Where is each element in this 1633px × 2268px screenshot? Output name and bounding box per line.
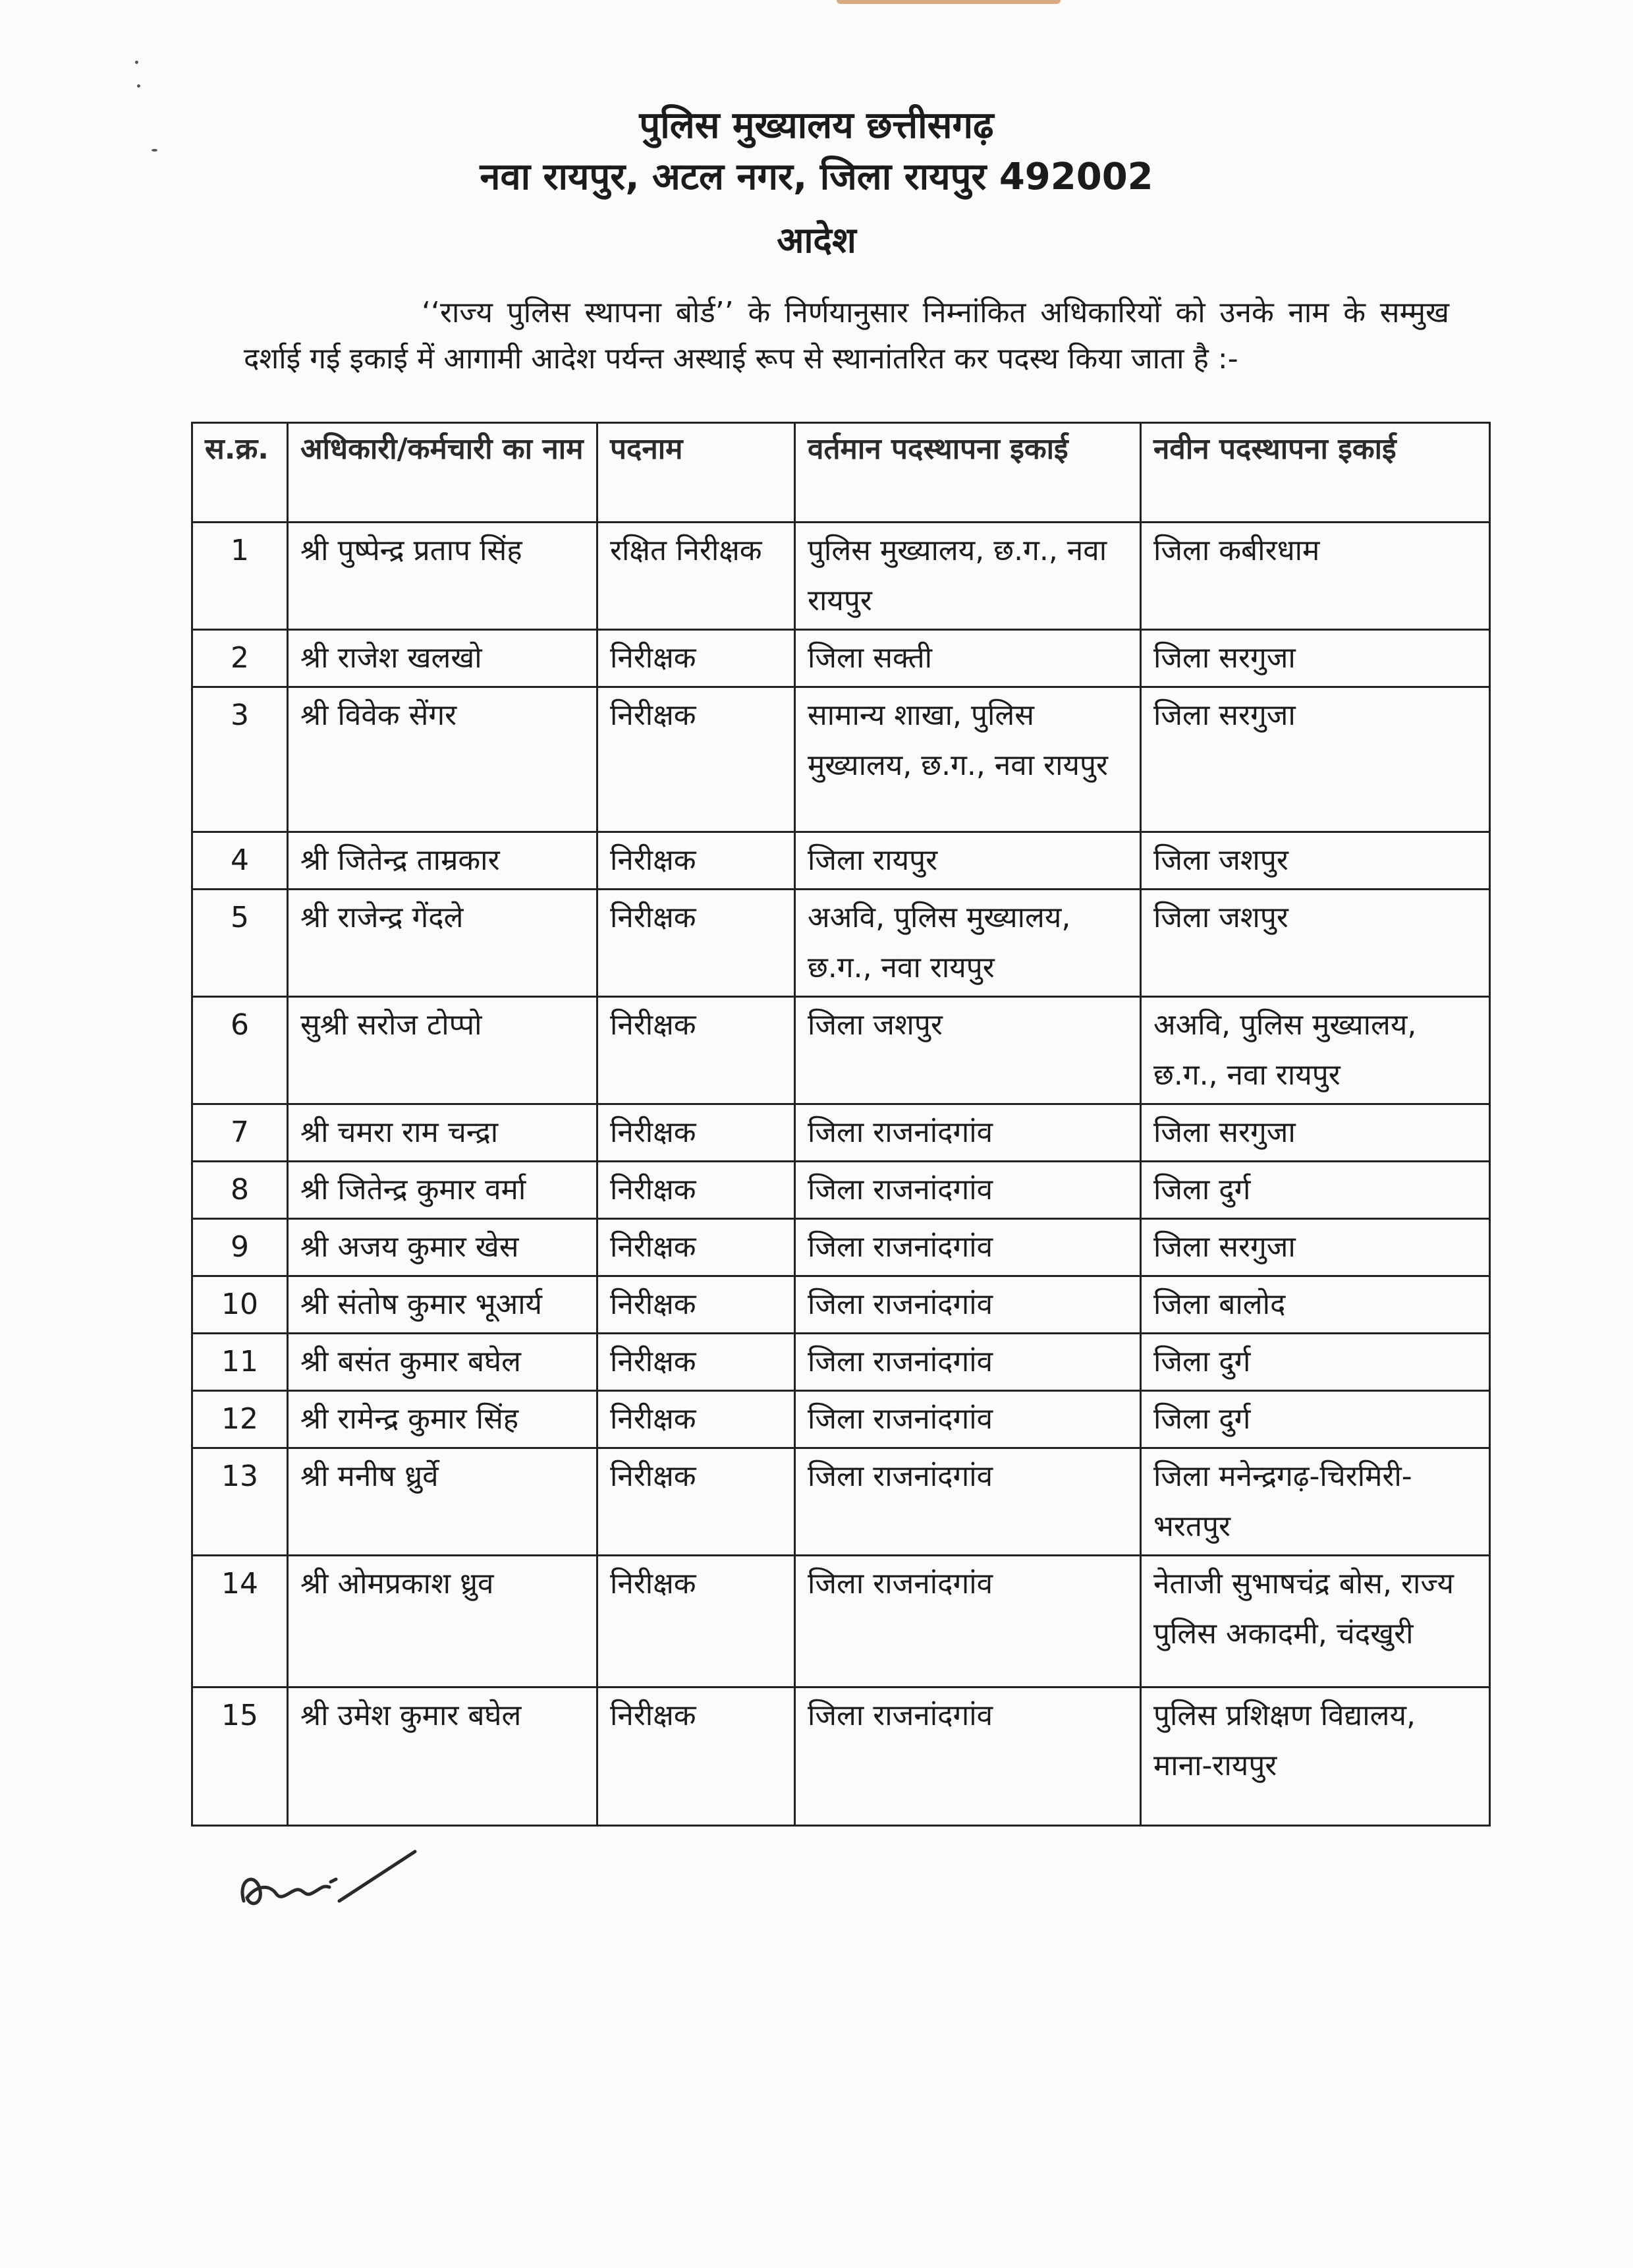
cell-name: श्री उमेश कुमार बघेल [288, 1687, 597, 1826]
cell-new-posting: जिला सरगुजा [1141, 1219, 1490, 1276]
cell-new-posting: जिला दुर्ग [1141, 1391, 1490, 1448]
cell-designation: निरीक्षक [597, 890, 795, 997]
cell-name: श्री मनीष ध्रुर्वे [288, 1448, 597, 1556]
cell-designation: निरीक्षक [597, 1276, 795, 1334]
cell-serial: 10 [192, 1276, 288, 1334]
cell-designation: निरीक्षक [597, 1162, 795, 1219]
cell-name: श्री अजय कुमार खेस [288, 1219, 597, 1276]
cell-name: श्री रामेन्द्र कुमार सिंह [288, 1391, 597, 1448]
cell-designation: निरीक्षक [597, 1334, 795, 1391]
cell-serial: 5 [192, 890, 288, 997]
table-row [192, 1219, 1490, 1276]
office-title: पुलिस मुख्यालय छत्तीसगढ़ [639, 104, 994, 147]
cell-serial: 13 [192, 1448, 288, 1556]
scan-speck [135, 61, 138, 64]
scan-speck [137, 84, 140, 88]
table-row [192, 1391, 1490, 1448]
signature-icon [231, 1838, 428, 1917]
table-row [192, 1104, 1490, 1162]
cell-serial: 7 [192, 1104, 288, 1162]
cell-new-posting: जिला जशपुर [1141, 890, 1490, 997]
cell-new-posting: जिला सरगुजा [1141, 687, 1490, 832]
cell-current-posting: जिला राजनांदगांव [795, 1162, 1141, 1219]
cell-name: श्री पुष्पेन्द्र प्रताप सिंह [288, 523, 597, 630]
table-row [192, 1276, 1490, 1334]
table-row [192, 1448, 1490, 1556]
table-row [192, 687, 1490, 832]
cell-current-posting: सामान्य शाखा, पुलिस मुख्यालय, छ.ग., नवा रायपुर [795, 687, 1141, 832]
cell-name: श्री ओमप्रकाश ध्रुव [288, 1556, 597, 1687]
cell-new-posting: जिला दुर्ग [1141, 1162, 1490, 1219]
cell-designation: निरीक्षक [597, 1219, 795, 1276]
table-row [192, 523, 1490, 630]
cell-serial: 12 [192, 1391, 288, 1448]
cell-new-posting: जिला मनेन्द्रगढ़-चिरमिरी-भरतपुर [1141, 1448, 1490, 1556]
table-row [192, 890, 1490, 997]
cell-name: सुश्री सरोज टोप्पो [288, 997, 597, 1104]
cell-new-posting: जिला कबीरधाम [1141, 523, 1490, 630]
cell-designation: निरीक्षक [597, 1448, 795, 1556]
cell-designation: निरीक्षक [597, 630, 795, 687]
table-row [192, 630, 1490, 687]
cell-name: श्री जितेन्द्र कुमार वर्मा [288, 1162, 597, 1219]
cell-new-posting: जिला दुर्ग [1141, 1334, 1490, 1391]
cell-new-posting: जिला सरगुजा [1141, 630, 1490, 687]
cell-current-posting: जिला राजनांदगांव [795, 1391, 1141, 1448]
cell-current-posting: अअवि, पुलिस मुख्यालय, छ.ग., नवा रायपुर [795, 890, 1141, 997]
order-intro-text: ‘‘राज्य पुलिस स्थापना बोर्ड’’ के निर्णयानुसार निम्नांकित अधिकारियों को उनके नाम के सम्मुख दर्शाई गई इकाई में आगामी आदेश पर्यन्त अस्थाई रूप से स्थानांतरित कर पदस्थ किया जाता है :- [244, 296, 1449, 376]
table-row [192, 997, 1490, 1104]
cell-new-posting: पुलिस प्रशिक्षण विद्यालय, माना-रायपुर [1141, 1687, 1490, 1826]
cell-designation: निरीक्षक [597, 1104, 795, 1162]
cell-current-posting: जिला राजनांदगांव [795, 1276, 1141, 1334]
cell-new-posting: जिला जशपुर [1141, 832, 1490, 890]
cell-designation: निरीक्षक [597, 687, 795, 832]
cell-designation: निरीक्षक [597, 997, 795, 1104]
cell-current-posting: जिला राजनांदगांव [795, 1334, 1141, 1391]
cell-name: श्री राजेन्द्र गेंदले [288, 890, 597, 997]
cell-serial: 6 [192, 997, 288, 1104]
cell-designation: निरीक्षक [597, 1687, 795, 1826]
cell-current-posting: जिला राजनांदगांव [795, 1448, 1141, 1556]
cell-current-posting: जिला जशपुर [795, 997, 1141, 1104]
header-designation: पदनाम [597, 423, 795, 523]
cell-current-posting: जिला राजनांदगांव [795, 1104, 1141, 1162]
cell-name: श्री संतोष कुमार भूआर्य [288, 1276, 597, 1334]
cell-designation: रक्षित निरीक्षक [597, 523, 795, 630]
cell-current-posting: जिला रायपुर [795, 832, 1141, 890]
order-heading: आदेश [777, 219, 856, 261]
order-intro [244, 290, 1449, 382]
cell-serial: 9 [192, 1219, 288, 1276]
transfer-table [191, 422, 1491, 1827]
cell-name: श्री चमरा राम चन्द्रा [288, 1104, 597, 1162]
cell-serial: 11 [192, 1334, 288, 1391]
cell-current-posting: जिला राजनांदगांव [795, 1556, 1141, 1687]
cell-serial: 1 [192, 523, 288, 630]
cell-name: श्री राजेश खलखो [288, 630, 597, 687]
cell-current-posting: पुलिस मुख्यालय, छ.ग., नवा रायपुर [795, 523, 1141, 630]
cell-serial: 3 [192, 687, 288, 832]
cell-designation: निरीक्षक [597, 1391, 795, 1448]
table-row [192, 1162, 1490, 1219]
header-new-posting: नवीन पदस्थापना इकाई [1141, 423, 1490, 523]
cell-serial: 4 [192, 832, 288, 890]
cell-new-posting: जिला सरगुजा [1141, 1104, 1490, 1162]
cell-new-posting: अअवि, पुलिस मुख्यालय, छ.ग., नवा रायपुर [1141, 997, 1490, 1104]
cell-name: श्री बसंत कुमार बघेल [288, 1334, 597, 1391]
cell-name: श्री विवेक सेंगर [288, 687, 597, 832]
table-row [192, 1556, 1490, 1687]
office-address: नवा रायपुर, अटल नगर, जिला रायपुर 492002 [480, 156, 1153, 198]
cell-current-posting: जिला राजनांदगांव [795, 1687, 1141, 1826]
cell-new-posting: नेताजी सुभाषचंद्र बोस, राज्य पुलिस अकादमी, चंदखुरी [1141, 1556, 1490, 1687]
cell-new-posting: जिला बालोद [1141, 1276, 1490, 1334]
cell-serial: 8 [192, 1162, 288, 1219]
header-name: अधिकारी/कर्मचारी का नाम [288, 423, 597, 523]
table-row [192, 1687, 1490, 1826]
cell-serial: 14 [192, 1556, 288, 1687]
cell-serial: 2 [192, 630, 288, 687]
top-edge-mark [837, 0, 1061, 4]
table-row [192, 1334, 1490, 1391]
cell-serial: 15 [192, 1687, 288, 1826]
cell-designation: निरीक्षक [597, 832, 795, 890]
header-current-posting: वर्तमान पदस्थापना इकाई [795, 423, 1141, 523]
cell-designation: निरीक्षक [597, 1556, 795, 1687]
cell-current-posting: जिला राजनांदगांव [795, 1219, 1141, 1276]
cell-current-posting: जिला सक्ती [795, 630, 1141, 687]
cell-name: श्री जितेन्द्र ताम्रकार [288, 832, 597, 890]
table-header-row [192, 423, 1490, 523]
header-serial: स.क्र. [192, 423, 288, 523]
table-row [192, 832, 1490, 890]
